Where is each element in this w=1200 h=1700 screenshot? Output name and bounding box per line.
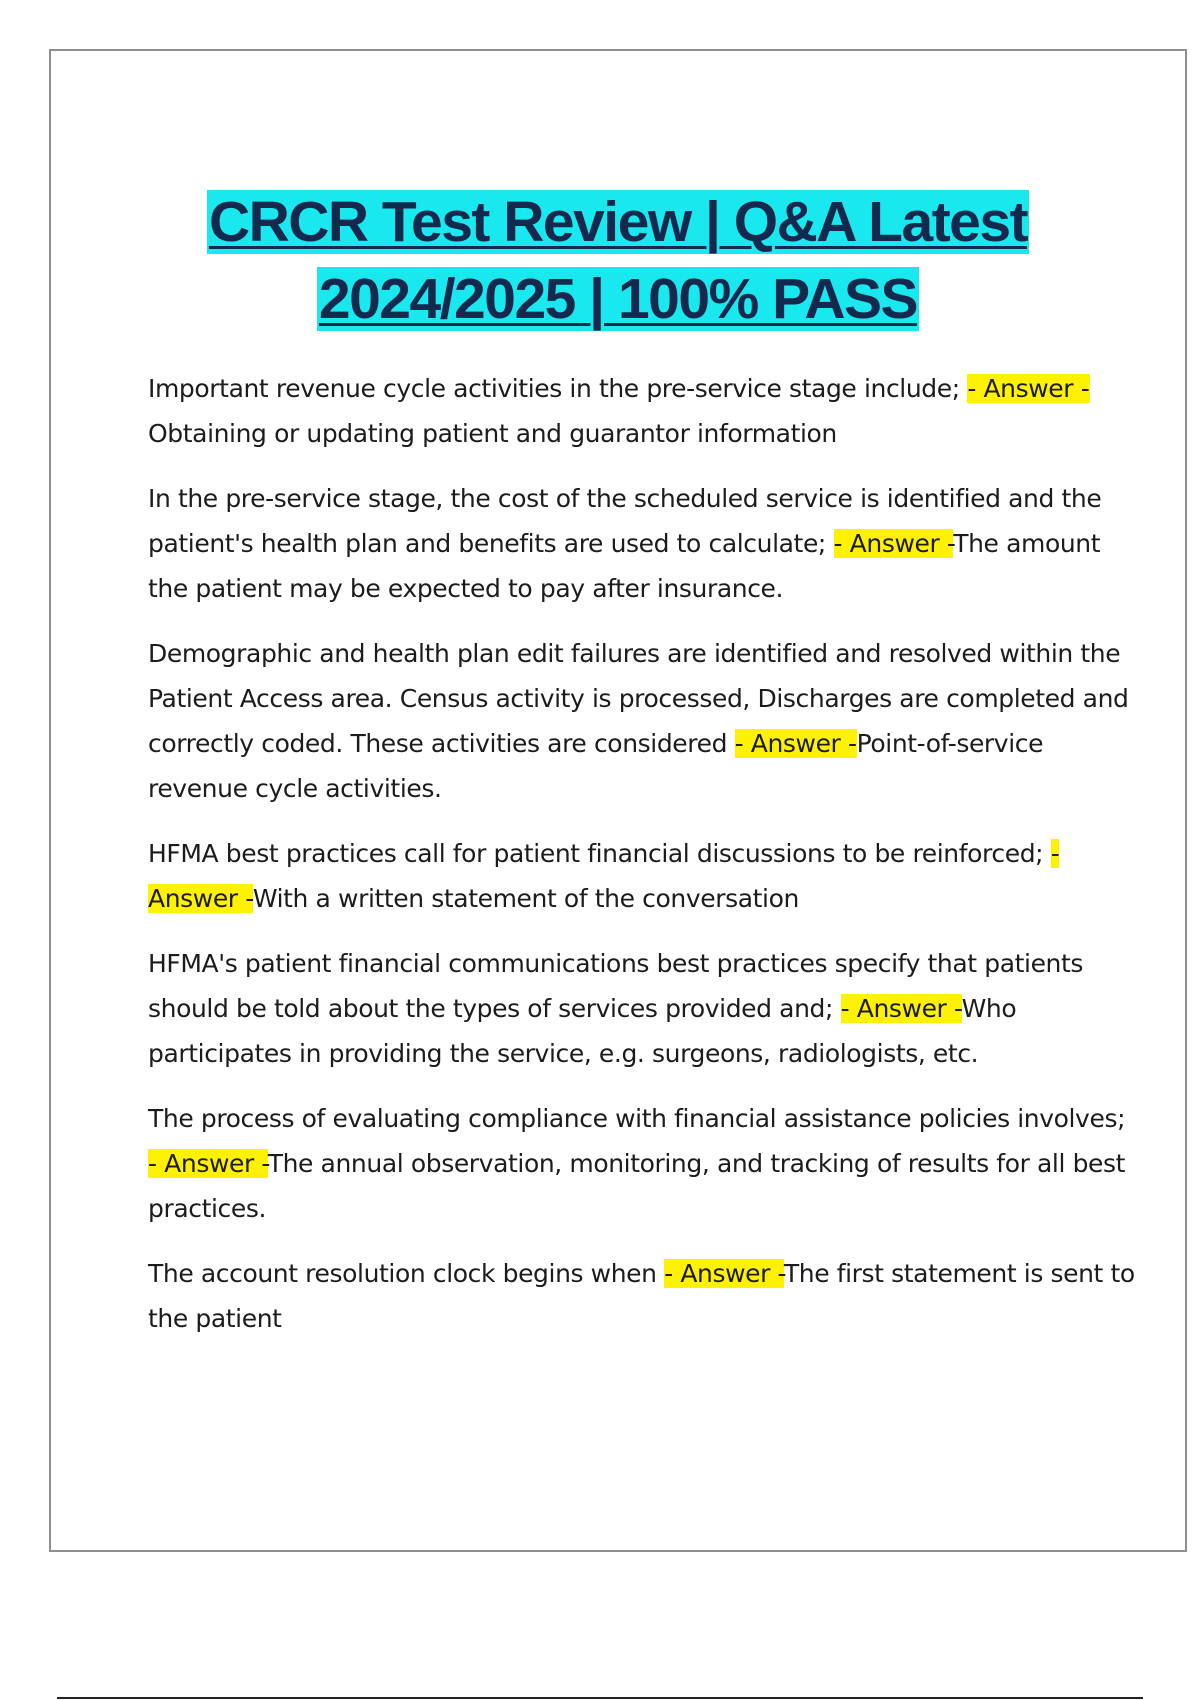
question-text: HFMA best practices call for patient financial discussions to be reinforced; xyxy=(148,839,1051,868)
question-text: HFMA's patient financial communications best practices specify that patients should be told about the types of services provided and; xyxy=(148,949,1084,1023)
answer-marker: - Answer - xyxy=(664,1259,784,1288)
answer-marker: - Answer - xyxy=(833,529,954,558)
question-text: In the pre-service stage, the cost of the scheduled service is identified and the patient's health plan and benefits are used to calculate; xyxy=(148,484,1102,558)
answer-text: Who participates in providing the service, e.g. surgeons, radiologists, etc. xyxy=(148,994,1017,1068)
title-line-1: CRCR Test Review | Q&A Latest xyxy=(208,190,1028,255)
qa-item xyxy=(148,366,1138,456)
page-title xyxy=(51,184,1185,338)
answer-marker: - Answer - xyxy=(840,994,962,1023)
bottom-divider xyxy=(57,1697,1143,1699)
answer-text: With a written statement of the conversation xyxy=(252,884,799,913)
answer-text: Obtaining or updating patient and guarantor information xyxy=(148,419,837,448)
question-text: The account resolution clock begins when xyxy=(148,1259,665,1288)
qa-item xyxy=(148,1096,1138,1231)
qa-list xyxy=(148,366,1138,1361)
question-text: Demographic and health plan edit failures are identified and resolved within the Patient Access area. Census activity is processed, Discharges are completed and correctly coded. These activities are considered xyxy=(148,639,1129,758)
answer-marker: - Answer - xyxy=(148,839,1060,913)
qa-item xyxy=(148,1251,1138,1341)
qa-item xyxy=(148,831,1138,921)
answer-text: The annual observation, monitoring, and tracking of results for all best practices. xyxy=(148,1149,1126,1223)
answer-text: The first statement is sent to the patient xyxy=(148,1259,1135,1333)
document-page xyxy=(49,49,1187,1552)
qa-item xyxy=(148,941,1138,1076)
qa-item xyxy=(148,476,1138,611)
qa-item xyxy=(148,631,1138,811)
answer-text: Point-of-service revenue cycle activities. xyxy=(148,729,1044,803)
answer-marker: - Answer - xyxy=(148,1149,268,1178)
answer-marker: - Answer - xyxy=(967,374,1091,403)
question-text: Important revenue cycle activities in the pre-service stage include; xyxy=(148,374,968,403)
title-line-2: 2024/2025 | 100% PASS xyxy=(318,267,918,332)
question-text: The process of evaluating compliance with financial assistance policies involves; xyxy=(148,1104,1126,1133)
answer-marker: - Answer - xyxy=(734,729,857,758)
answer-text: The amount the patient may be expected to pay after insurance. xyxy=(148,529,1101,603)
